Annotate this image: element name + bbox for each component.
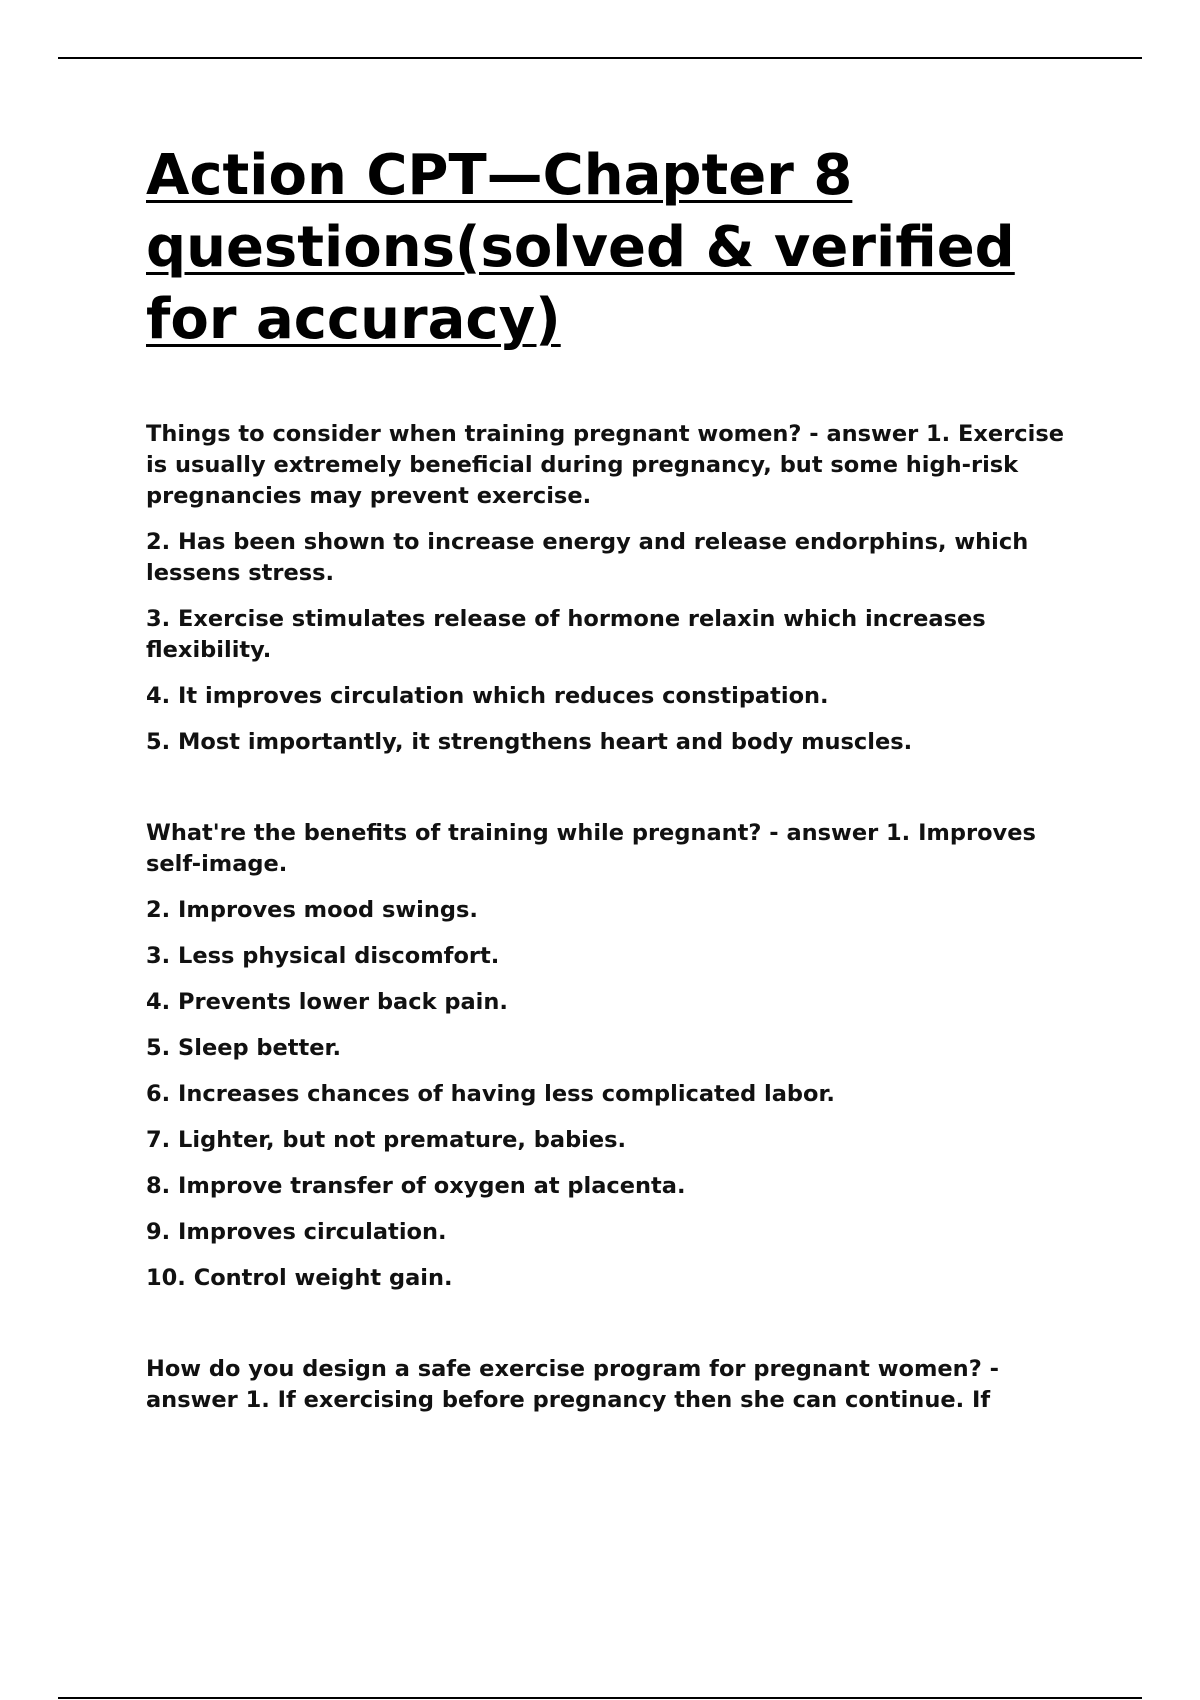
title-line: questions(solved & verified <box>146 215 1015 280</box>
answer-item: 3. Less physical discomfort. <box>146 943 500 969</box>
question-answer-text: What're the benefits of training while pregnant? - answer 1. Improves self-image. <box>146 820 1036 877</box>
question-block-pregnant-training-considerations <box>146 419 1086 758</box>
answer-item: 9. Improves circulation. <box>146 1219 447 1245</box>
answer-item: 2. Improves mood swings. <box>146 897 478 923</box>
answer-item: 4. Prevents lower back pain. <box>146 989 508 1015</box>
answer-item: 3. Exercise stimulates release of hormone relaxin which increases flexibility. <box>146 606 986 663</box>
answer-item: 7. Lighter, but not premature, babies. <box>146 1127 627 1153</box>
question-block-training-benefits <box>146 818 1086 1294</box>
document-body <box>146 140 1086 1416</box>
title-line: Action CPT—Chapter 8 <box>146 143 853 208</box>
answer-item: 6. Increases chances of having less complicated labor. <box>146 1081 835 1107</box>
title-line: for accuracy) <box>146 287 561 352</box>
question-answer-text: How do you design a safe exercise program for pregnant women? - answer 1. If exercising before pregnancy then she can continue. If <box>146 1356 999 1413</box>
question-block-safe-program-design <box>146 1354 1086 1416</box>
question-answer-text: Things to consider when training pregnant women? - answer 1. Exercise is usually extremely beneficial during pregnancy, but some high-risk pregnancies may prevent exercise. <box>146 421 1064 509</box>
top-divider <box>58 57 1142 59</box>
answer-item: 5. Most importantly, it strengthens heart and body muscles. <box>146 729 913 755</box>
answer-item: 4. It improves circulation which reduces constipation. <box>146 683 829 709</box>
document-title <box>146 140 1076 356</box>
bottom-divider <box>58 1697 1142 1699</box>
answer-item: 10. Control weight gain. <box>146 1265 453 1291</box>
answer-item: 5. Sleep better. <box>146 1035 341 1061</box>
answer-item: 2. Has been shown to increase energy and release endorphins, which lessens stress. <box>146 529 1029 586</box>
answer-item: 8. Improve transfer of oxygen at placenta. <box>146 1173 686 1199</box>
